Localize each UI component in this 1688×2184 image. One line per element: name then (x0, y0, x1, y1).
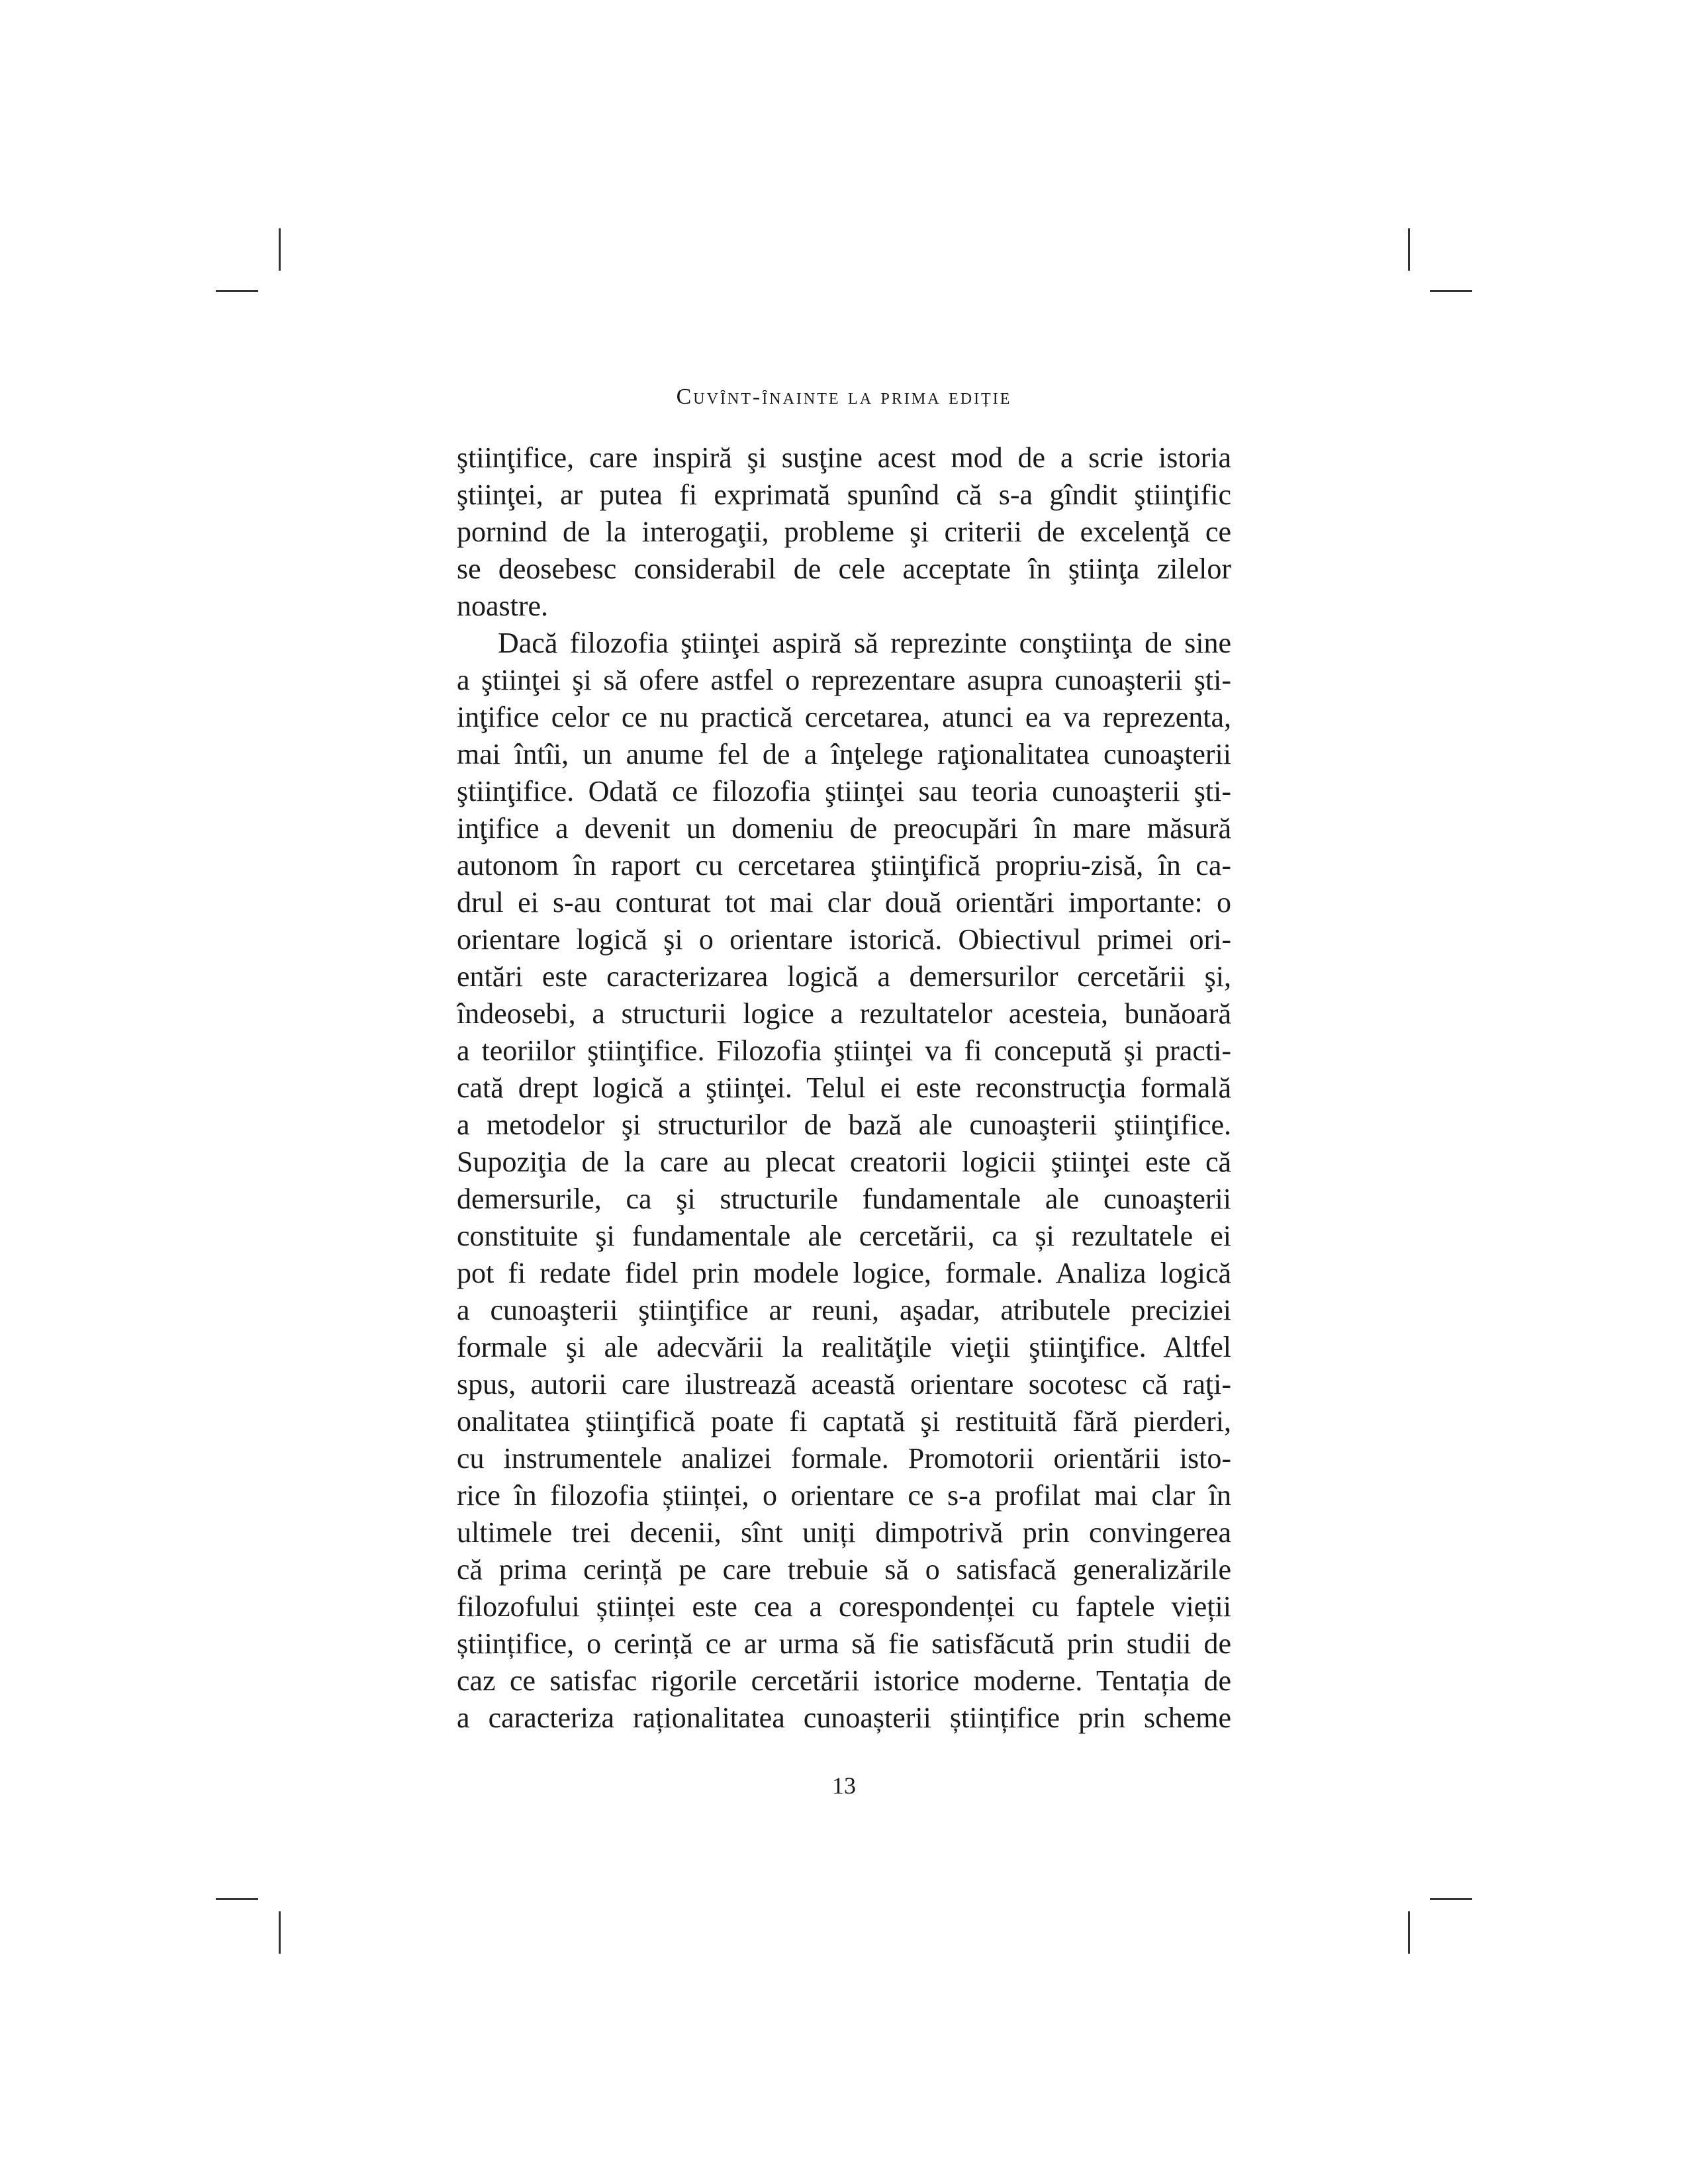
text-line: inţifice celor ce nu practică cercetarea, atunci ea va reprezenta, (457, 701, 1231, 733)
crop-mark-top-left-vertical (279, 228, 281, 271)
crop-mark-bottom-left-horizontal (216, 1898, 258, 1900)
text-line: spus, autorii care ilustrează această orientare socotesc că raţi- (457, 1368, 1231, 1400)
text-line: pot fi redate fidel prin modele logice, formale. Analiza logică (457, 1257, 1231, 1289)
text-line: a cunoaşterii ştiinţifice ar reuni, aşadar, atributele preciziei (457, 1294, 1231, 1326)
text-line: cată drept logică a ştiinţei. Telul ei este reconstrucţia formală (457, 1071, 1231, 1104)
text-line: demersurile, ca şi structurile fundamentale ale cunoaşterii (457, 1183, 1231, 1215)
text-line: formale şi ale adecvării la realităţile vieţii ştiinţifice. Altfel (457, 1331, 1231, 1363)
crop-mark-bottom-right-vertical (1408, 1911, 1410, 1954)
paragraph (457, 625, 1231, 1737)
crop-mark-top-right-vertical (1408, 228, 1410, 271)
crop-mark-bottom-left-vertical (279, 1911, 281, 1954)
text-line: ştiinţei, ar putea fi exprimată spunînd că s-a gîndit ştiinţific (457, 478, 1231, 511)
text-line: a teoriilor ştiinţifice. Filozofia ştiinţei va fi concepută şi practi- (457, 1034, 1231, 1067)
text-line: inţifice a devenit un domeniu de preocupări în mare măsură (457, 812, 1231, 844)
text-line: constituite şi fundamentale ale cercetării, ca și rezultatele ei (457, 1220, 1231, 1252)
text-line: orientare logică şi o orientare istorică. Obiectivul primei ori- (457, 923, 1231, 956)
text-line: Dacă filozofia ştiinţei aspiră să reprezinte conştiinţa de sine (498, 627, 1231, 659)
text-line: a ştiinţei şi să ofere astfel o reprezentare asupra cunoaşterii şti- (457, 664, 1231, 696)
text-line: ştiinţifice. Odată ce filozofia ştiinţei sau teoria cunoaşterii şti- (457, 775, 1231, 807)
text-line: cu instrumentele analizei formale. Promotorii orientării isto- (457, 1442, 1231, 1475)
text-line: autonom în raport cu cercetarea ştiinţifică propriu-zisă, în ca- (457, 849, 1231, 882)
text-line: noastre. (457, 590, 549, 622)
body-text (457, 439, 1231, 1737)
text-line: caz ce satisfac rigorile cercetării istorice moderne. Tentația de (457, 1664, 1231, 1697)
crop-mark-top-right-horizontal (1430, 290, 1472, 292)
crop-mark-bottom-right-horizontal (1430, 1898, 1472, 1900)
text-line: științifice, o cerință ce ar urma să fie satisfăcută prin studii de (457, 1627, 1231, 1660)
text-line: entări este caracterizarea logică a demersurilor cercetării şi, (457, 960, 1231, 993)
text-line: îndeosebi, a structurii logice a rezultatelor acesteia, bunăoară (457, 997, 1231, 1030)
text-line: drul ei s-au conturat tot mai clar două orientări importante: o (457, 886, 1231, 919)
text-line: filozofului științei este cea a corespondenței cu faptele vieții (457, 1590, 1231, 1623)
text-line: a metodelor şi structurilor de bază ale cunoaşterii ştiinţifice. (457, 1109, 1231, 1141)
text-line: ultimele trei decenii, sînt uniți dimpotrivă prin convingerea (457, 1516, 1231, 1549)
text-line: rice în filozofia științei, o orientare ce s-a profilat mai clar în (457, 1479, 1231, 1512)
text-line: Supoziţia de la care au plecat creatorii logicii ştiinţei este că (457, 1146, 1231, 1178)
running-head: Cuvînt-înainte la prima ediție (676, 385, 1012, 409)
text-line: se deosebesc considerabil de cele acceptate în ştiinţa zilelor (457, 553, 1231, 585)
text-line: pornind de la interogaţii, probleme şi criterii de excelenţă ce (457, 516, 1231, 548)
crop-mark-top-left-horizontal (216, 290, 258, 292)
page-number: 13 (832, 1772, 856, 1799)
text-line: că prima cerință pe care trebuie să o satisfacă generalizările (457, 1553, 1231, 1586)
text-line: a caracteriza raționalitatea cunoașterii științifice prin scheme (457, 1702, 1231, 1734)
text-line: mai întîi, un anume fel de a înţelege raţionalitatea cunoaşterii (457, 738, 1231, 770)
text-line: ştiinţifice, care inspiră şi susţine acest mod de a scrie istoria (457, 441, 1231, 474)
text-line: onalitatea ştiinţifică poate fi captată şi restituită fără pierderi, (457, 1405, 1231, 1437)
paragraph (457, 439, 1231, 625)
